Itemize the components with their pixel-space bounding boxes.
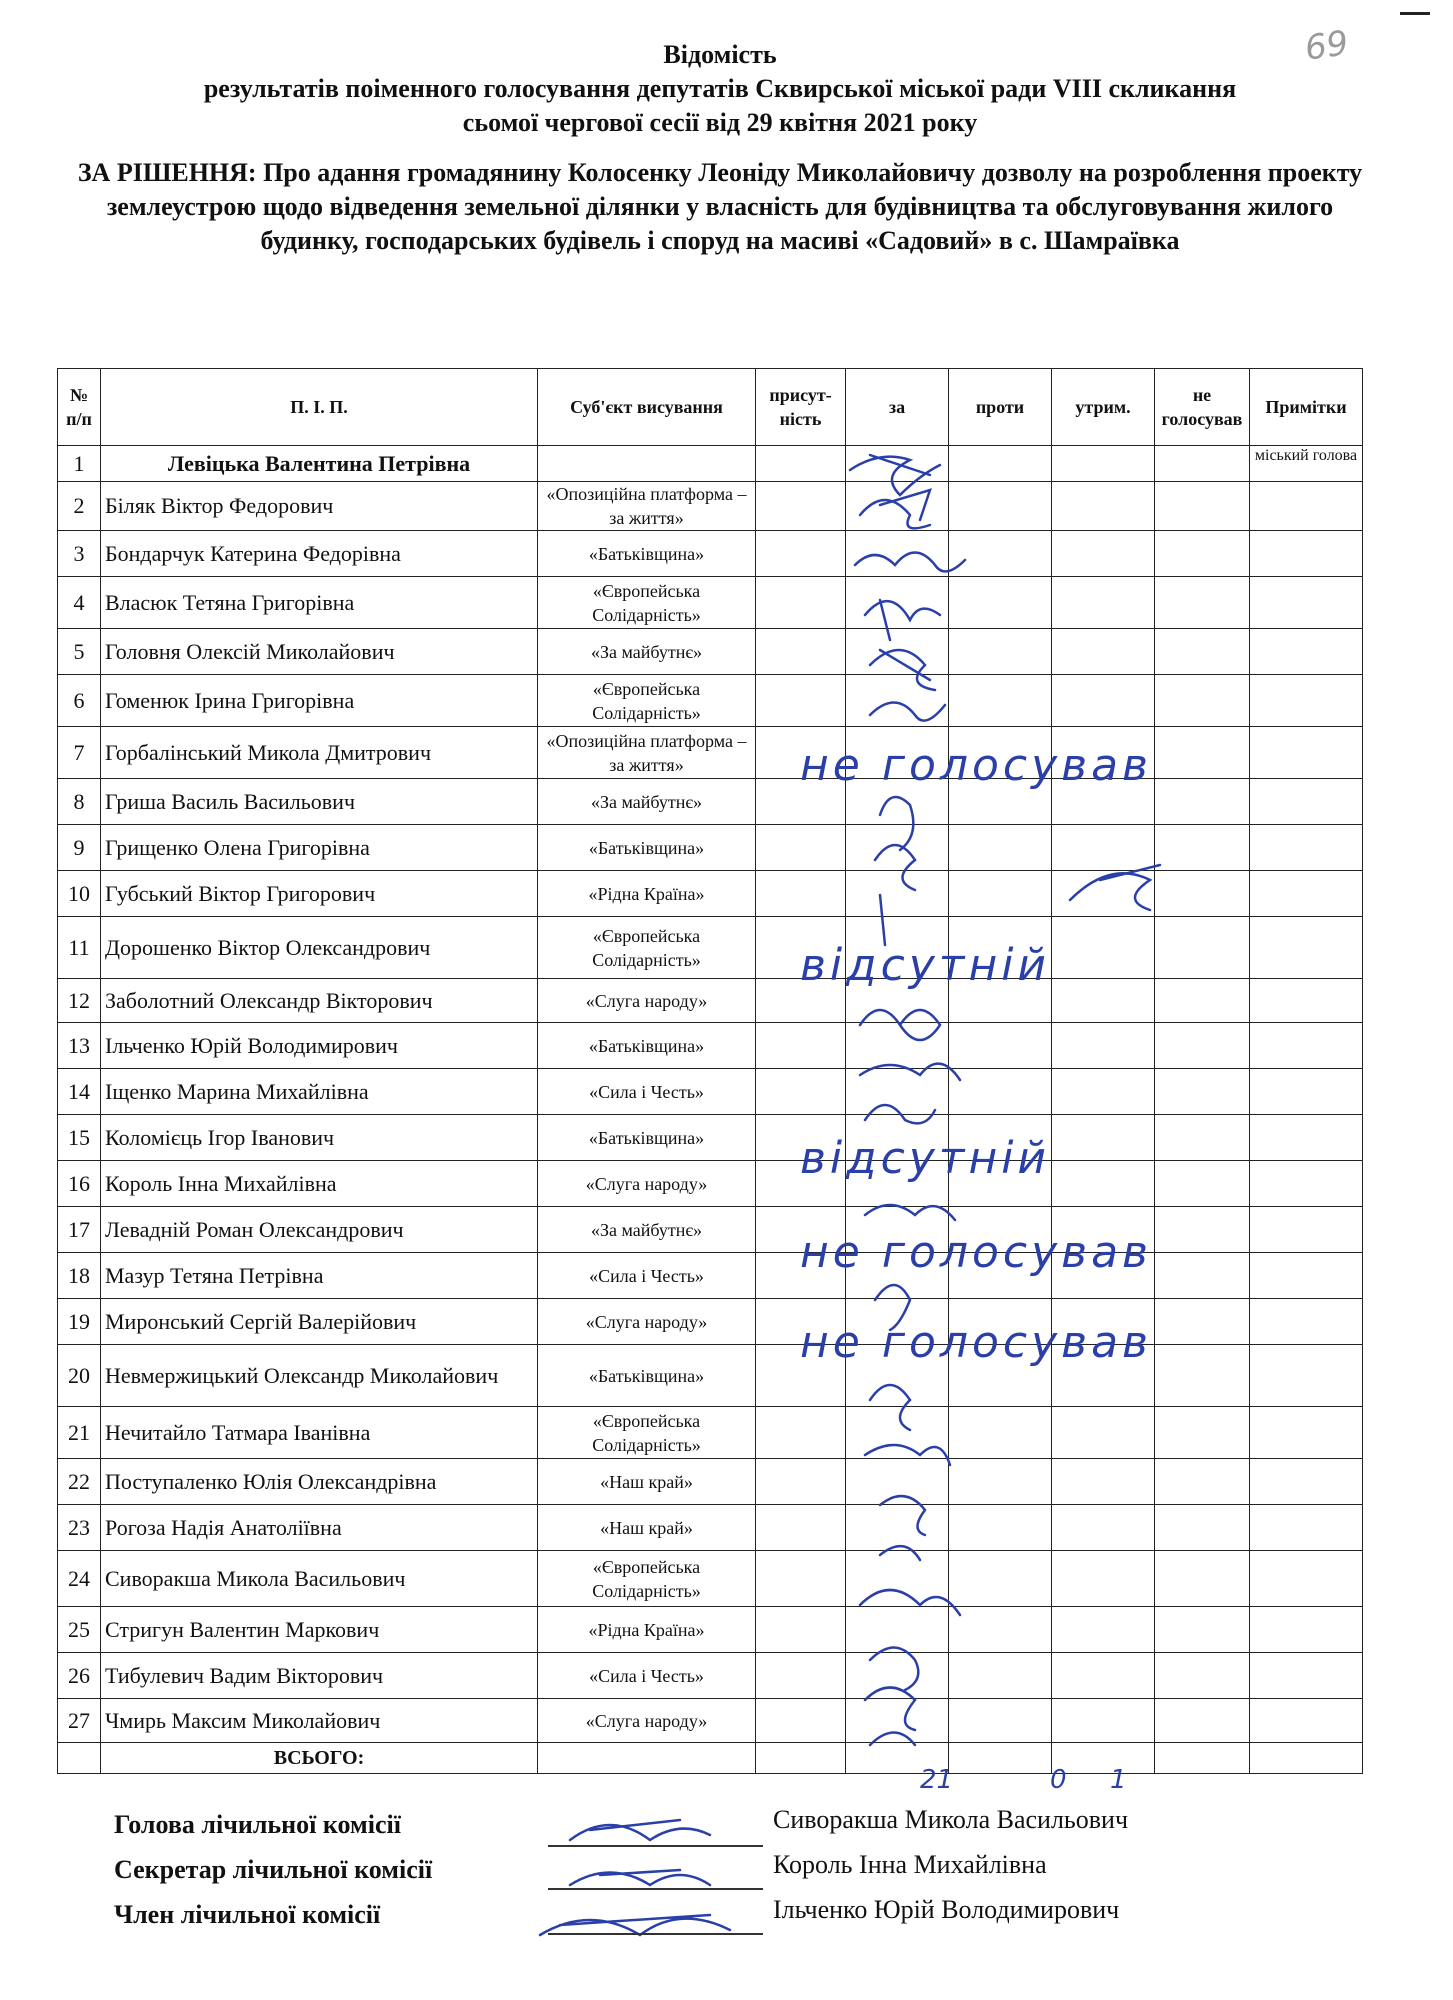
- signature-secretary: [570, 1870, 710, 1885]
- deputy-name: Власюк Тетяна Григорівна: [101, 577, 538, 629]
- signature-row-6: [870, 703, 945, 721]
- row-number: 11: [58, 917, 101, 979]
- deputy-party: «Батьківщина»: [538, 531, 756, 577]
- deputy-name: Коломієць Ігор Іванович: [101, 1115, 538, 1161]
- row-number: 15: [58, 1115, 101, 1161]
- row-number: 17: [58, 1207, 101, 1253]
- deputy-name: Чмирь Максим Миколайович: [101, 1699, 538, 1743]
- deputy-party: «Європейська Солідарність»: [538, 917, 756, 979]
- signature-row-4: [865, 600, 940, 640]
- deputy-note: міський голова: [1250, 446, 1363, 482]
- row-number: 21: [58, 1407, 101, 1459]
- signature-row-1: [850, 455, 940, 495]
- signature-row-27: [870, 1733, 915, 1746]
- document-title: Відомість: [663, 40, 777, 69]
- row-number: 5: [58, 629, 101, 675]
- signature-row-2: [860, 490, 930, 528]
- header-line-1: результатів поіменного голосування депутатів Сквирської міської ради VIII скликання: [203, 74, 1237, 103]
- deputy-name: Гоменюк Ірина Григорівна: [101, 675, 538, 727]
- deputy-party: «Слуга народу»: [538, 1161, 756, 1207]
- deputy-name: Заболотний Олександр Вікторович: [101, 979, 538, 1023]
- deputy-party: «Батьківщина»: [538, 1023, 756, 1069]
- deputy-party: «Опозиційна платформа – за життя»: [538, 482, 756, 531]
- total-for-value: 21: [920, 1765, 954, 1795]
- row-number: 18: [58, 1253, 101, 1299]
- deputy-party: «Батьківщина»: [538, 825, 756, 871]
- deputy-party: «Батьківщина»: [538, 1345, 756, 1407]
- row-number: 1: [58, 446, 101, 482]
- deputy-name: Мазур Тетяна Петрівна: [101, 1253, 538, 1299]
- commission-secretary-name: Король Інна Михайлівна: [773, 1850, 1047, 1879]
- signature-row-10: [880, 865, 1160, 945]
- col-for: за: [846, 369, 949, 446]
- row-number: 7: [58, 727, 101, 779]
- commission-chairman-role: Голова лічильної комісії: [114, 1810, 401, 1839]
- deputy-name: Сиворакша Микола Васильович: [101, 1551, 538, 1607]
- signature-row-21: [865, 1445, 950, 1465]
- deputy-party: «Слуга народу»: [538, 1699, 756, 1743]
- col-notes: Примітки: [1250, 369, 1363, 446]
- deputy-name: Невмержицький Олександр Миколайович: [101, 1345, 538, 1407]
- deputy-party: «Слуга народу»: [538, 979, 756, 1023]
- signature-row-13: [860, 1064, 960, 1080]
- handwritten-not-voted-row-17: не голосував: [800, 1227, 1152, 1278]
- header-line-2: сьомої чергової сесії від 29 квітня 2021 року: [462, 108, 978, 137]
- row-number: 3: [58, 531, 101, 577]
- row-number: 27: [58, 1699, 101, 1743]
- signature-row-14: [865, 1105, 935, 1123]
- signature-row-26: [865, 1688, 915, 1731]
- deputy-name: Рогоза Надія Анатоліївна: [101, 1505, 538, 1551]
- col-against: проти: [949, 369, 1052, 446]
- total-abstain-value: 1: [1110, 1765, 1127, 1795]
- signature-row-20: [870, 1385, 910, 1430]
- deputy-party: «Рідна Країна»: [538, 871, 756, 917]
- deputy-name: Король Інна Михайлівна: [101, 1161, 538, 1207]
- col-name: П. І. П.: [101, 369, 538, 446]
- signature-chairman: [570, 1820, 710, 1840]
- deputy-name: Левіцька Валентина Петрівна: [101, 446, 538, 482]
- deputy-party: «Європейська Солідарність»: [538, 1407, 756, 1459]
- deputy-name: Левадній Роман Олександрович: [101, 1207, 538, 1253]
- signature-member: [540, 1915, 730, 1935]
- row-number: 23: [58, 1505, 101, 1551]
- deputy-party: «Слуга народу»: [538, 1299, 756, 1345]
- deputy-party: «За майбутнє»: [538, 779, 756, 825]
- col-abstain: утрим.: [1052, 369, 1155, 446]
- handwritten-absent-row-15: відсутній: [800, 1133, 1051, 1184]
- deputy-name: Бондарчук Катерина Федорівна: [101, 531, 538, 577]
- row-number: 13: [58, 1023, 101, 1069]
- signature-strokes: [540, 455, 1160, 1935]
- page-number: 69: [1302, 23, 1351, 69]
- deputy-party: «Опозиційна платформа – за життя»: [538, 727, 756, 779]
- col-presence: присут-ність: [756, 369, 846, 446]
- row-number: 25: [58, 1607, 101, 1653]
- deputy-name: Дорошенко Віктор Олександрович: [101, 917, 538, 979]
- signature-row-16: [865, 1205, 955, 1220]
- deputy-name: Миронський Сергій Валерійович: [101, 1299, 538, 1345]
- row-number: 9: [58, 825, 101, 871]
- deputy-party: «Рідна Країна»: [538, 1607, 756, 1653]
- signature-row-25: [870, 1648, 918, 1691]
- col-not-voted: не голосував: [1155, 369, 1250, 446]
- signature-row-8: [880, 797, 913, 850]
- commission-member-name: Ільченко Юрій Володимирович: [773, 1895, 1120, 1924]
- deputy-name: Поступаленко Юлія Олександрівна: [101, 1459, 538, 1505]
- deputy-party: «Сила і Честь»: [538, 1069, 756, 1115]
- deputy-name: Горбалінський Микола Дмитрович: [101, 727, 538, 779]
- deputy-name: Біляк Віктор Федорович: [101, 482, 538, 531]
- secretary-signature-line: [548, 1888, 763, 1890]
- signature-row-12: [860, 1010, 940, 1040]
- decision-text: ЗА РІШЕННЯ: Про адання громадянину Колосенку Леоніду Миколайовичу дозволу на розроблення проекту землеустрою щодо відведення земельної ділянки у власність для будівництва та обслуговування жилого будинку, господарських будівель і споруд на масиві «Садовий» в с. Шамраївка: [77, 158, 1363, 255]
- row-number: 8: [58, 779, 101, 825]
- signature-row-23: [880, 1546, 920, 1560]
- row-number: 2: [58, 482, 101, 531]
- signature-row-22: [880, 1496, 925, 1535]
- signature-row-9: [875, 845, 915, 890]
- deputy-name: Тибулевич Вадим Вікторович: [101, 1653, 538, 1699]
- deputy-name: Головня Олексій Миколайович: [101, 629, 538, 675]
- row-number: 4: [58, 577, 101, 629]
- deputy-party: «Наш край»: [538, 1505, 756, 1551]
- deputy-party: «Європейська Солідарність»: [538, 577, 756, 629]
- deputy-party: «За майбутнє»: [538, 1207, 756, 1253]
- chairman-signature-line: [548, 1845, 763, 1847]
- deputy-name: Гриша Василь Васильович: [101, 779, 538, 825]
- row-number: 24: [58, 1551, 101, 1607]
- row-number: 16: [58, 1161, 101, 1207]
- deputy-name: Грищенко Олена Григорівна: [101, 825, 538, 871]
- total-against-value: 0: [1050, 1765, 1067, 1795]
- deputy-party: «Європейська Солідарність»: [538, 675, 756, 727]
- row-number: 26: [58, 1653, 101, 1699]
- row-number: 19: [58, 1299, 101, 1345]
- totals-label: ВСЬОГО:: [101, 1743, 538, 1774]
- row-number: 12: [58, 979, 101, 1023]
- deputy-party: «Батьківщина»: [538, 1115, 756, 1161]
- col-number: № п/п: [58, 369, 101, 446]
- row-number: 14: [58, 1069, 101, 1115]
- row-number: 22: [58, 1459, 101, 1505]
- row-number: 6: [58, 675, 101, 727]
- deputy-party: «За майбутнє»: [538, 629, 756, 675]
- member-signature-line: [548, 1933, 763, 1935]
- signature-row-24: [860, 1590, 960, 1615]
- deputy-name: Іщенко Марина Михайлівна: [101, 1069, 538, 1115]
- signature-row-3: [855, 553, 965, 572]
- signature-row-5: [870, 650, 935, 690]
- commission-secretary-role: Секретар лічильної комісії: [114, 1855, 433, 1884]
- col-party: Суб'єкт висування: [538, 369, 756, 446]
- deputy-party: «Сила і Честь»: [538, 1653, 756, 1699]
- deputy-name: Нечитайло Татмара Іванівна: [101, 1407, 538, 1459]
- handwritten-not-voted-row-19: не голосував: [800, 1317, 1152, 1368]
- commission-member-role: Член лічильної комісії: [114, 1900, 381, 1929]
- deputy-party: «Сила і Честь»: [538, 1253, 756, 1299]
- deputy-party: «Наш край»: [538, 1459, 756, 1505]
- deputy-name: Стригун Валентин Маркович: [101, 1607, 538, 1653]
- row-number: 10: [58, 871, 101, 917]
- deputy-name: Ільченко Юрій Володимирович: [101, 1023, 538, 1069]
- handwritten-absent-row-11: відсутній: [800, 940, 1051, 991]
- deputy-party: «Європейська Солідарність»: [538, 1551, 756, 1607]
- row-number: 20: [58, 1345, 101, 1407]
- handwritten-not-voted-row-7: не голосував: [800, 740, 1152, 791]
- commission-chairman-name: Сиворакша Микола Васильович: [773, 1805, 1129, 1834]
- deputy-name: Губський Віктор Григорович: [101, 871, 538, 917]
